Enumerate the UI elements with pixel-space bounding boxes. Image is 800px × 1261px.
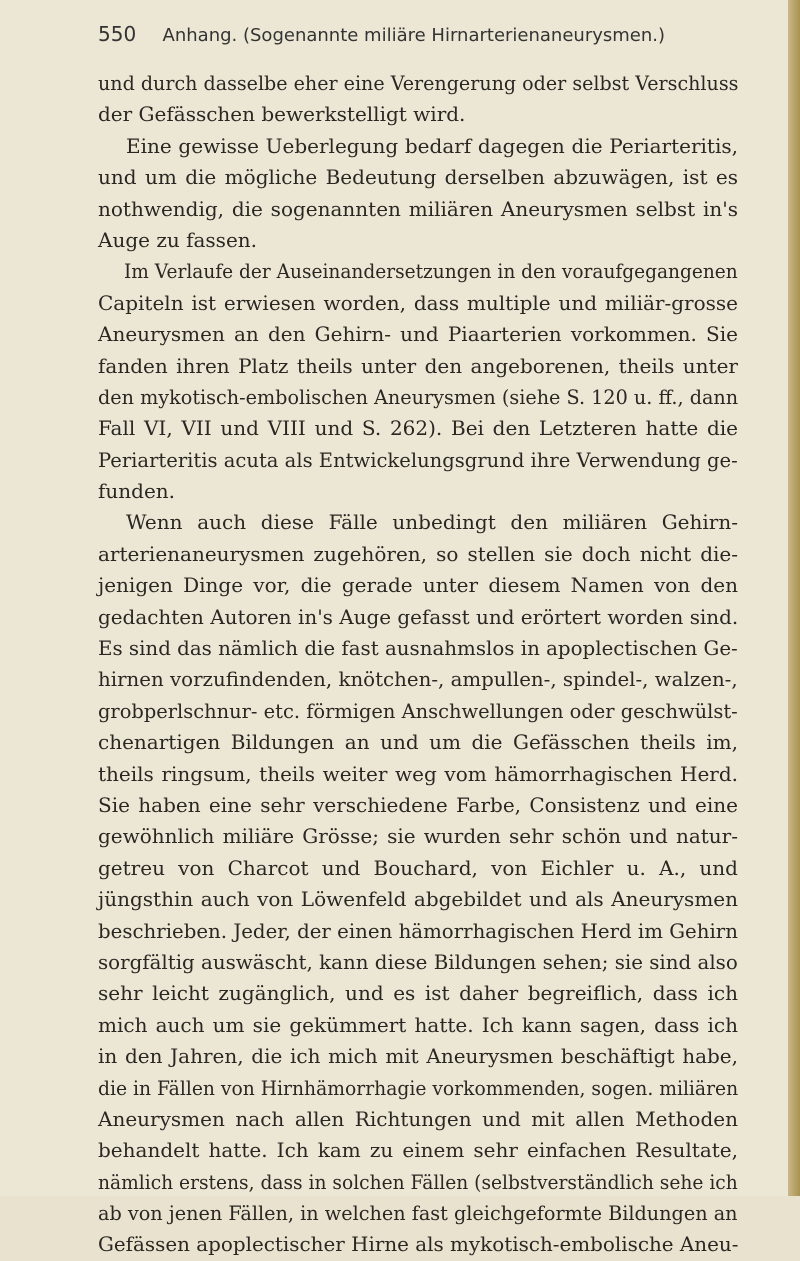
text-line: gewöhnlich miliäre Grösse; sie wurden sehr schön und natur- — [98, 824, 738, 849]
text-line: in den Jahren, die ich mich mit Aneurysmen beschäftigt habe, — [98, 1044, 738, 1069]
text-line: Sie haben eine sehr verschiedene Farbe, Consistenz und eine — [98, 792, 738, 817]
text-line: Aneurysmen an den Gehirn- und Piaarterien vorkommen. Sie — [98, 322, 738, 347]
text-line: theils ringsum, theils weiter weg vom hämorrhagischen Herd. — [98, 761, 738, 786]
text-line: Es sind das nämlich die fast ausnahmslos in apoplectischen Ge- — [98, 636, 738, 661]
text-line: Wenn auch diese Fälle unbedingt den miliären Gehirn- — [126, 510, 738, 535]
text-line: und durch dasselbe eher eine Verengerung oder selbst Verschluss — [98, 71, 739, 95]
text-line: arterienaneurysmen zugehören, so stellen sie doch nicht die- — [98, 541, 738, 566]
running-head: Anhang. (Sogenannte miliäre Hirnarterienaneurysmen.) — [162, 25, 666, 46]
text-line: funden. — [98, 479, 176, 504]
text-line: Periarteritis acuta als Entwickelungsgrund ihre Verwendung ge- — [98, 447, 738, 472]
text-line: gedachten Autoren in's Auge gefasst und erörtert worden sind. — [98, 604, 739, 629]
text-line: getreu von Charcot und Bouchard, von Eichler u. A., und — [98, 855, 738, 880]
text-line: Im Verlaufe der Auseinandersetzungen in den voraufgegangenen — [123, 259, 738, 284]
text-line: und um die mögliche Bedeutung derselben abzuwägen, ist es — [98, 165, 738, 190]
text-line: ab von jenen Fällen, in welchen fast gleichgeformte Bildungen an — [98, 1201, 738, 1226]
text-line: grobperlschnur- etc. förmigen Anschwellungen oder geschwülst- — [98, 698, 738, 723]
page-header — [98, 22, 665, 46]
page-edge — [788, 0, 800, 1196]
text-line: Auge zu fassen. — [98, 227, 258, 252]
text-line: jüngsthin auch von Löwenfeld abgebildet und als Aneurysmen — [98, 887, 738, 912]
text-line: jenigen Dinge vor, die gerade unter diesem Namen von den — [98, 573, 738, 598]
text-line: die in Fällen von Hirnhämorrhagie vorkommenden, sogen. miliären — [98, 1075, 739, 1100]
text-line: Capiteln ist erwiesen worden, dass multiple und miliär-grosse — [98, 290, 738, 315]
page-number: 550 — [98, 22, 137, 46]
text-line: fanden ihren Platz theils unter den angeborenen, theils unter — [98, 353, 738, 378]
text-line: nämlich erstens, dass in solchen Fällen (selbstverständlich sehe ich — [98, 1169, 738, 1194]
text-line: Fall VI, VII und VIII und S. 262). Bei den Letzteren hatte die — [98, 416, 738, 441]
body-text — [98, 68, 738, 1261]
text-line: sehr leicht zugänglich, und es ist daher begreiflich, dass ich — [98, 981, 738, 1006]
text-line: Eine gewisse Ueberlegung bedarf dagegen die Periarteritis, — [126, 133, 738, 158]
text-line: Gefässen apoplectischer Hirne als mykotisch-embolische Aneu- — [98, 1232, 739, 1257]
text-line: chenartigen Bildungen an und um die Gefässchen theils im, — [98, 730, 738, 755]
text-line: nothwendig, die sogenannten miliären Aneurysmen selbst in's — [98, 196, 738, 221]
text-line: mich auch um sie gekümmert hatte. Ich kann sagen, dass ich — [98, 1012, 738, 1037]
text-line: sorgfältig auswäscht, kann diese Bildungen sehen; sie sind also — [98, 949, 738, 974]
text-line: der Gefässchen bewerkstelligt wird. — [98, 102, 466, 127]
text-line: Aneurysmen nach allen Richtungen und mit allen Methoden — [98, 1106, 738, 1131]
text-line: hirnen vorzufindenden, knötchen-, ampullen-, spindel-, walzen-, — [98, 667, 738, 692]
text-line: behandelt hatte. Ich kam zu einem sehr einfachen Resultate, — [98, 1138, 738, 1163]
text-line: den mykotisch-embolischen Aneurysmen (siehe S. 120 u. ff., dann — [98, 384, 739, 409]
text-line: beschrieben. Jeder, der einen hämorrhagischen Herd im Gehirn — [98, 918, 738, 943]
